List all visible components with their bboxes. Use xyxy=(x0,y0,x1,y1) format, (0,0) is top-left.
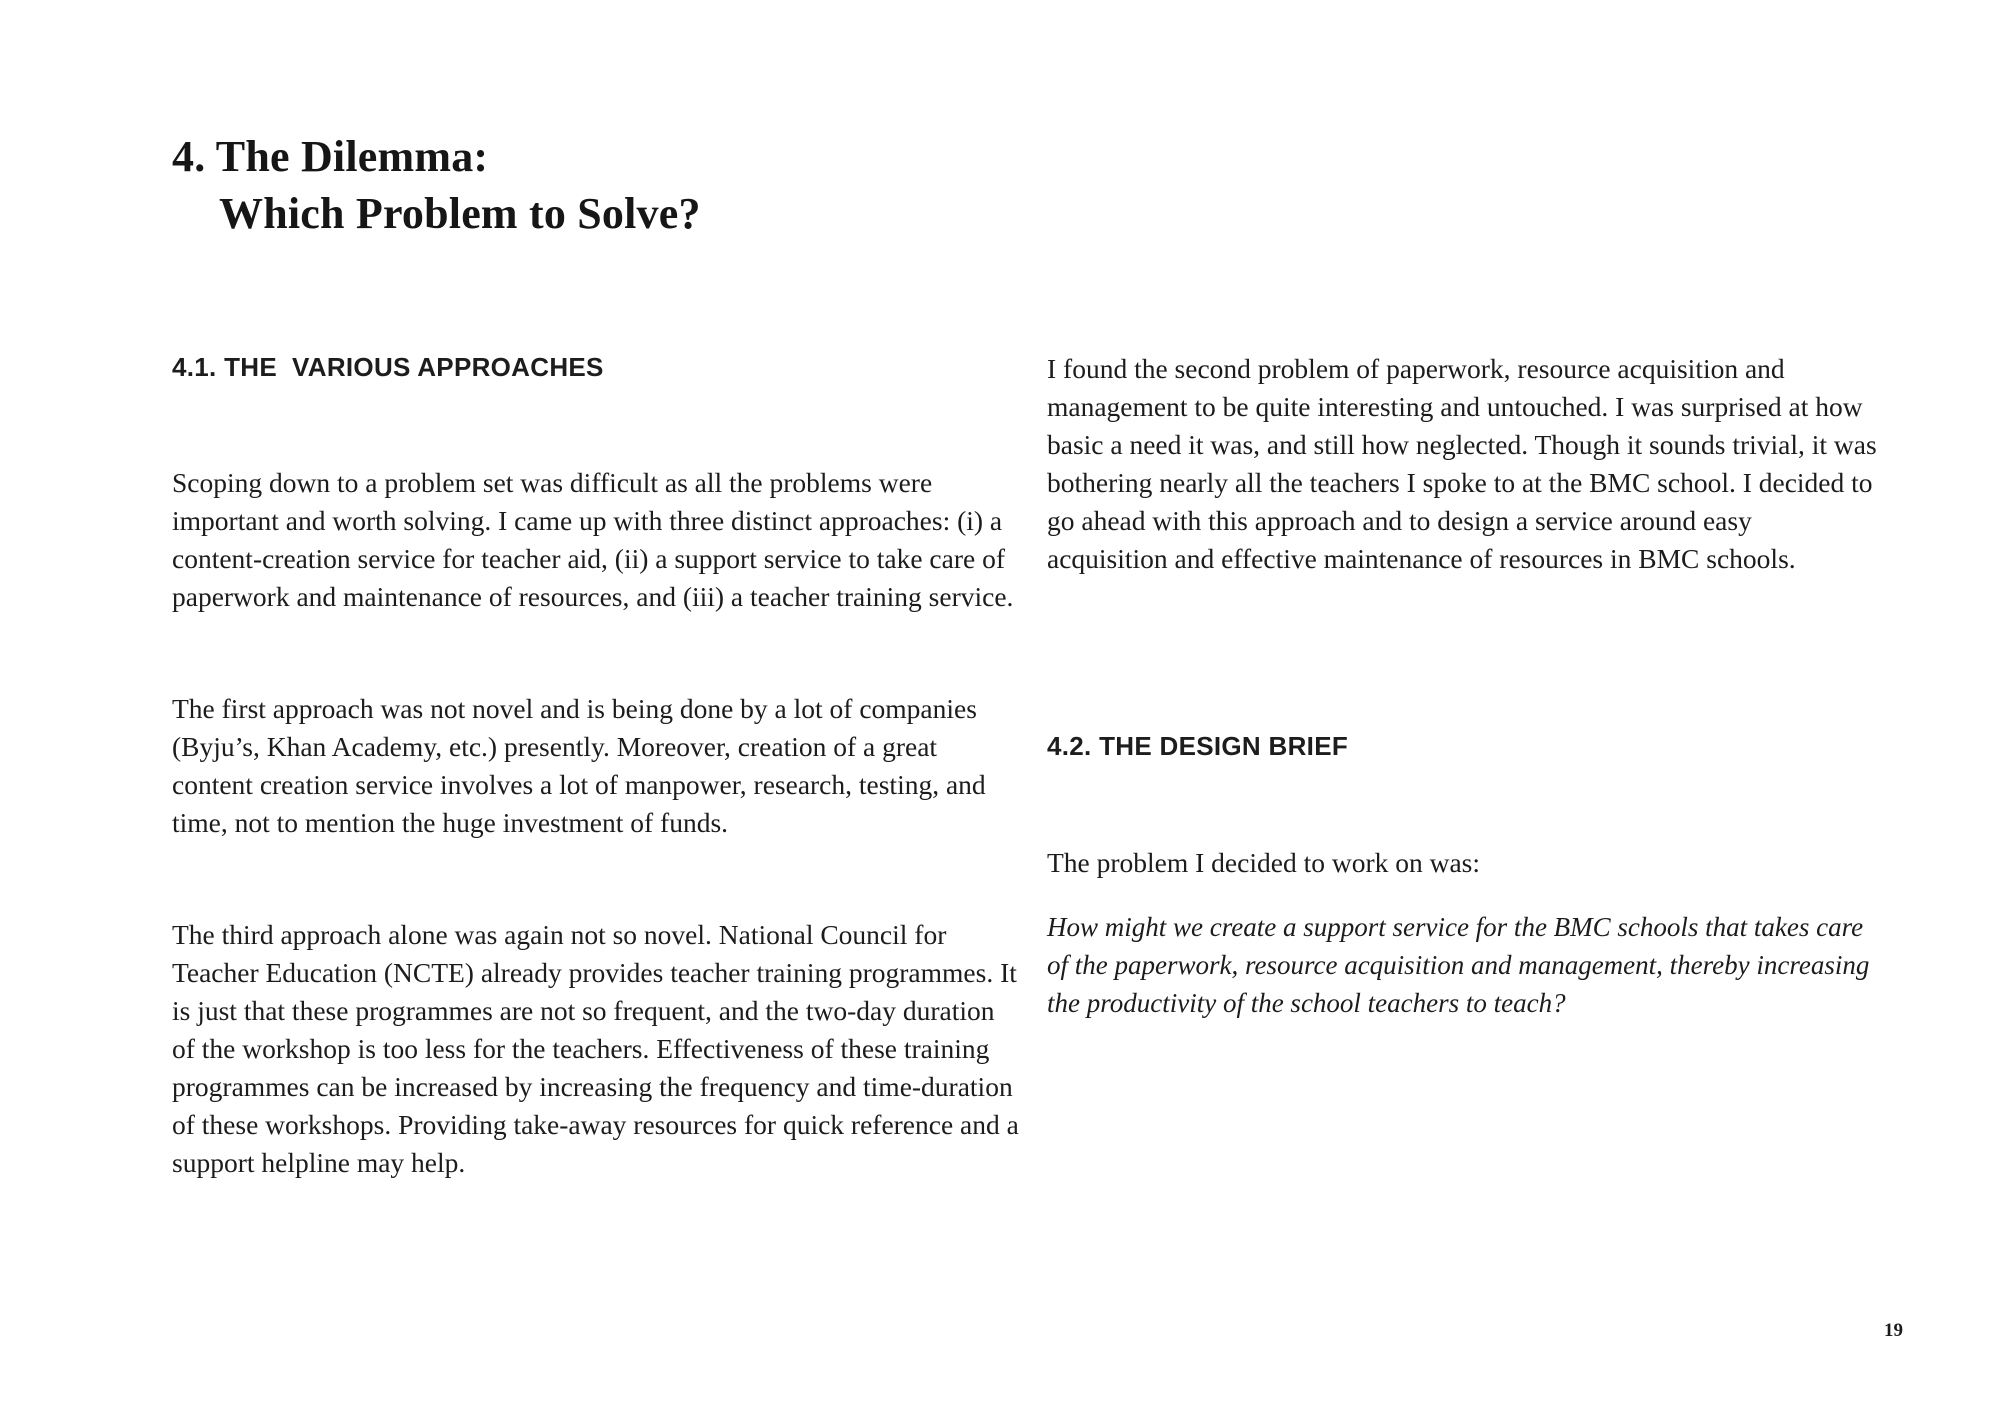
paragraph-design-brief-statement: How might we create a support service for the BMC schools that takes care of the paperwork, resource acquisition and management, thereby increasing the productivity of the school teachers to teach? xyxy=(1047,912,1870,1018)
paragraph-third-approach: The third approach alone was again not so novel. National Council for Teacher Education (NCTE) already provides teacher training programmes. It is just that these programmes are not so frequent, and the two-day duration of the workshop is too less for the teachers. Effectiveness of these training programmes can be increased by increasing the frequency and time-duration of these workshops. Providing take-away resources for quick reference and a support helpline may help. xyxy=(172,919,1019,1178)
chapter-title xyxy=(172,128,701,242)
paragraph-scoping-down: Scoping down to a problem set was difficult as all the problems were important and worth solving. I came up with three distinct approaches: (i) a content-creation service for teacher aid, (ii) a support service to take care of paperwork and maintenance of resources, and (iii) a teacher training service. xyxy=(172,467,1014,612)
section-heading-design-brief: 4.2. THE DESIGN BRIEF xyxy=(1047,731,1349,761)
paragraph-second-problem: I found the second problem of paperwork, resource acquisition and management to be quite interesting and untouched. I was surprised at how basic a need it was, and still how neglected. Though it sounds trivial, it was bothering nearly all the teachers I spoke to at the BMC school. I decided to go ahead with this approach and to design a service around easy acquisition and effective maintenance of resources in BMC schools. xyxy=(1047,353,1877,574)
section-heading-various-approaches: 4.1. THE VARIOUS APPROACHES xyxy=(172,352,604,382)
chapter-title-line2: Which Problem to Solve? xyxy=(219,189,701,238)
paragraph-first-approach: The first approach was not novel and is being done by a lot of companies (Byju’s, Khan Academy, etc.) presently. Moreover, creation of a great content creation service involves a lot of manpower, research, testing, and time, not to mention the huge investment of funds. xyxy=(172,693,986,838)
page-number: 19 xyxy=(1884,1320,1903,1341)
left-column xyxy=(172,352,1022,1252)
chapter-title-line1: 4. The Dilemma: xyxy=(172,132,489,181)
paragraph-problem-intro: The problem I decided to work on was: xyxy=(1047,847,1481,878)
right-column xyxy=(1047,346,1879,1046)
